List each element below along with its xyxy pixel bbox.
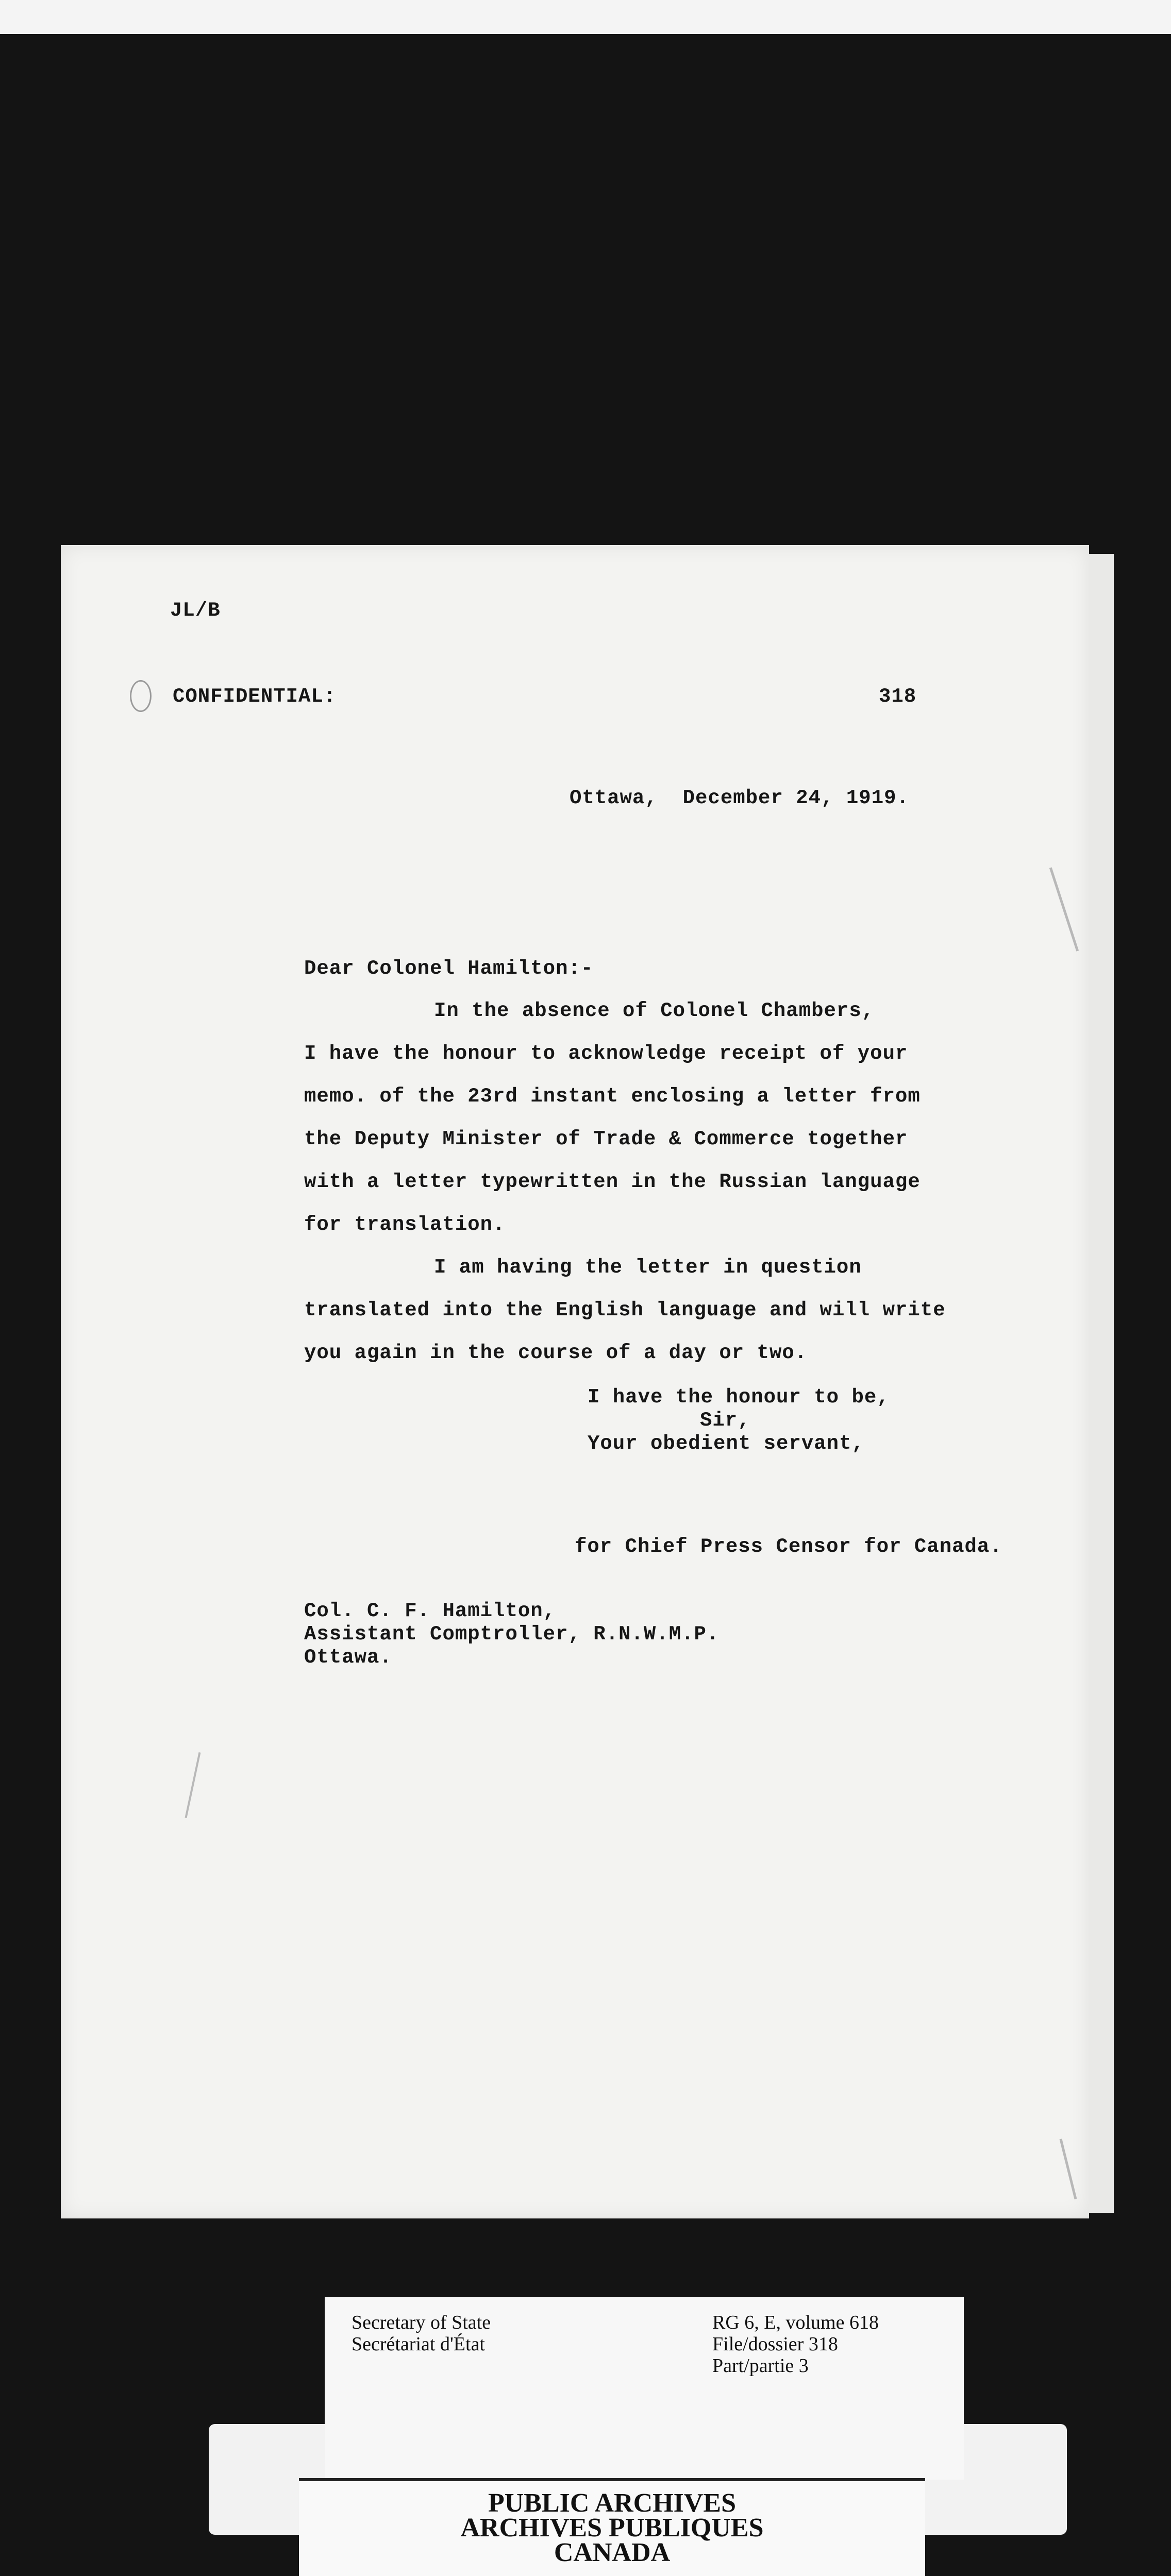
body-line: memo. of the 23rd instant enclosing a letter from xyxy=(304,1085,921,1108)
closing-line: Sir, xyxy=(700,1409,750,1432)
archive-label xyxy=(325,2297,964,2480)
body-line: translated into the English language and will write xyxy=(304,1299,946,1321)
confidential-heading: CONFIDENTIAL: xyxy=(173,685,337,708)
stamp-line-1: PUBLIC ARCHIVES xyxy=(488,2488,737,2518)
file-number: 318 xyxy=(879,685,917,708)
body-line: I have the honour to acknowledge receipt of your xyxy=(304,1042,908,1065)
reference: RG 6, E, volume 618 xyxy=(712,2312,879,2333)
recipient-line: Ottawa. xyxy=(304,1646,392,1669)
stamp-line-2: ARCHIVES PUBLIQUES xyxy=(460,2513,764,2543)
body-line: you again in the course of a day or two. xyxy=(304,1342,808,1364)
top-film-edge xyxy=(0,0,1171,34)
file-dossier: File/dossier 318 xyxy=(712,2333,838,2355)
initials: JL/B xyxy=(170,599,221,622)
salutation: Dear Colonel Hamilton:- xyxy=(304,957,594,980)
signature-line: for Chief Press Censor for Canada. xyxy=(575,1535,1002,1558)
body-line: with a letter typewritten in the Russian language xyxy=(304,1171,921,1193)
body-line: for translation. xyxy=(304,1213,506,1236)
punch-hole xyxy=(130,680,152,712)
place-date: Ottawa, December 24, 1919. xyxy=(570,787,909,809)
recipient-line: Col. C. F. Hamilton, xyxy=(304,1600,556,1622)
recipient-line: Assistant Comptroller, R.N.W.M.P. xyxy=(304,1623,720,1646)
stamp-line-3: CANADA xyxy=(554,2538,671,2567)
archives-stamp xyxy=(299,2478,925,2576)
closing-line: I have the honour to be, xyxy=(588,1386,890,1409)
part-partie: Part/partie 3 xyxy=(712,2355,809,2377)
department-fr: Secrétariat d'État xyxy=(352,2333,485,2355)
body-line: In the absence of Colonel Chambers, xyxy=(434,999,875,1022)
body-line: the Deputy Minister of Trade & Commerce together xyxy=(304,1128,908,1150)
department-en: Secretary of State xyxy=(352,2312,491,2333)
body-line: I am having the letter in question xyxy=(434,1256,862,1279)
closing-line: Your obedient servant, xyxy=(588,1432,864,1455)
